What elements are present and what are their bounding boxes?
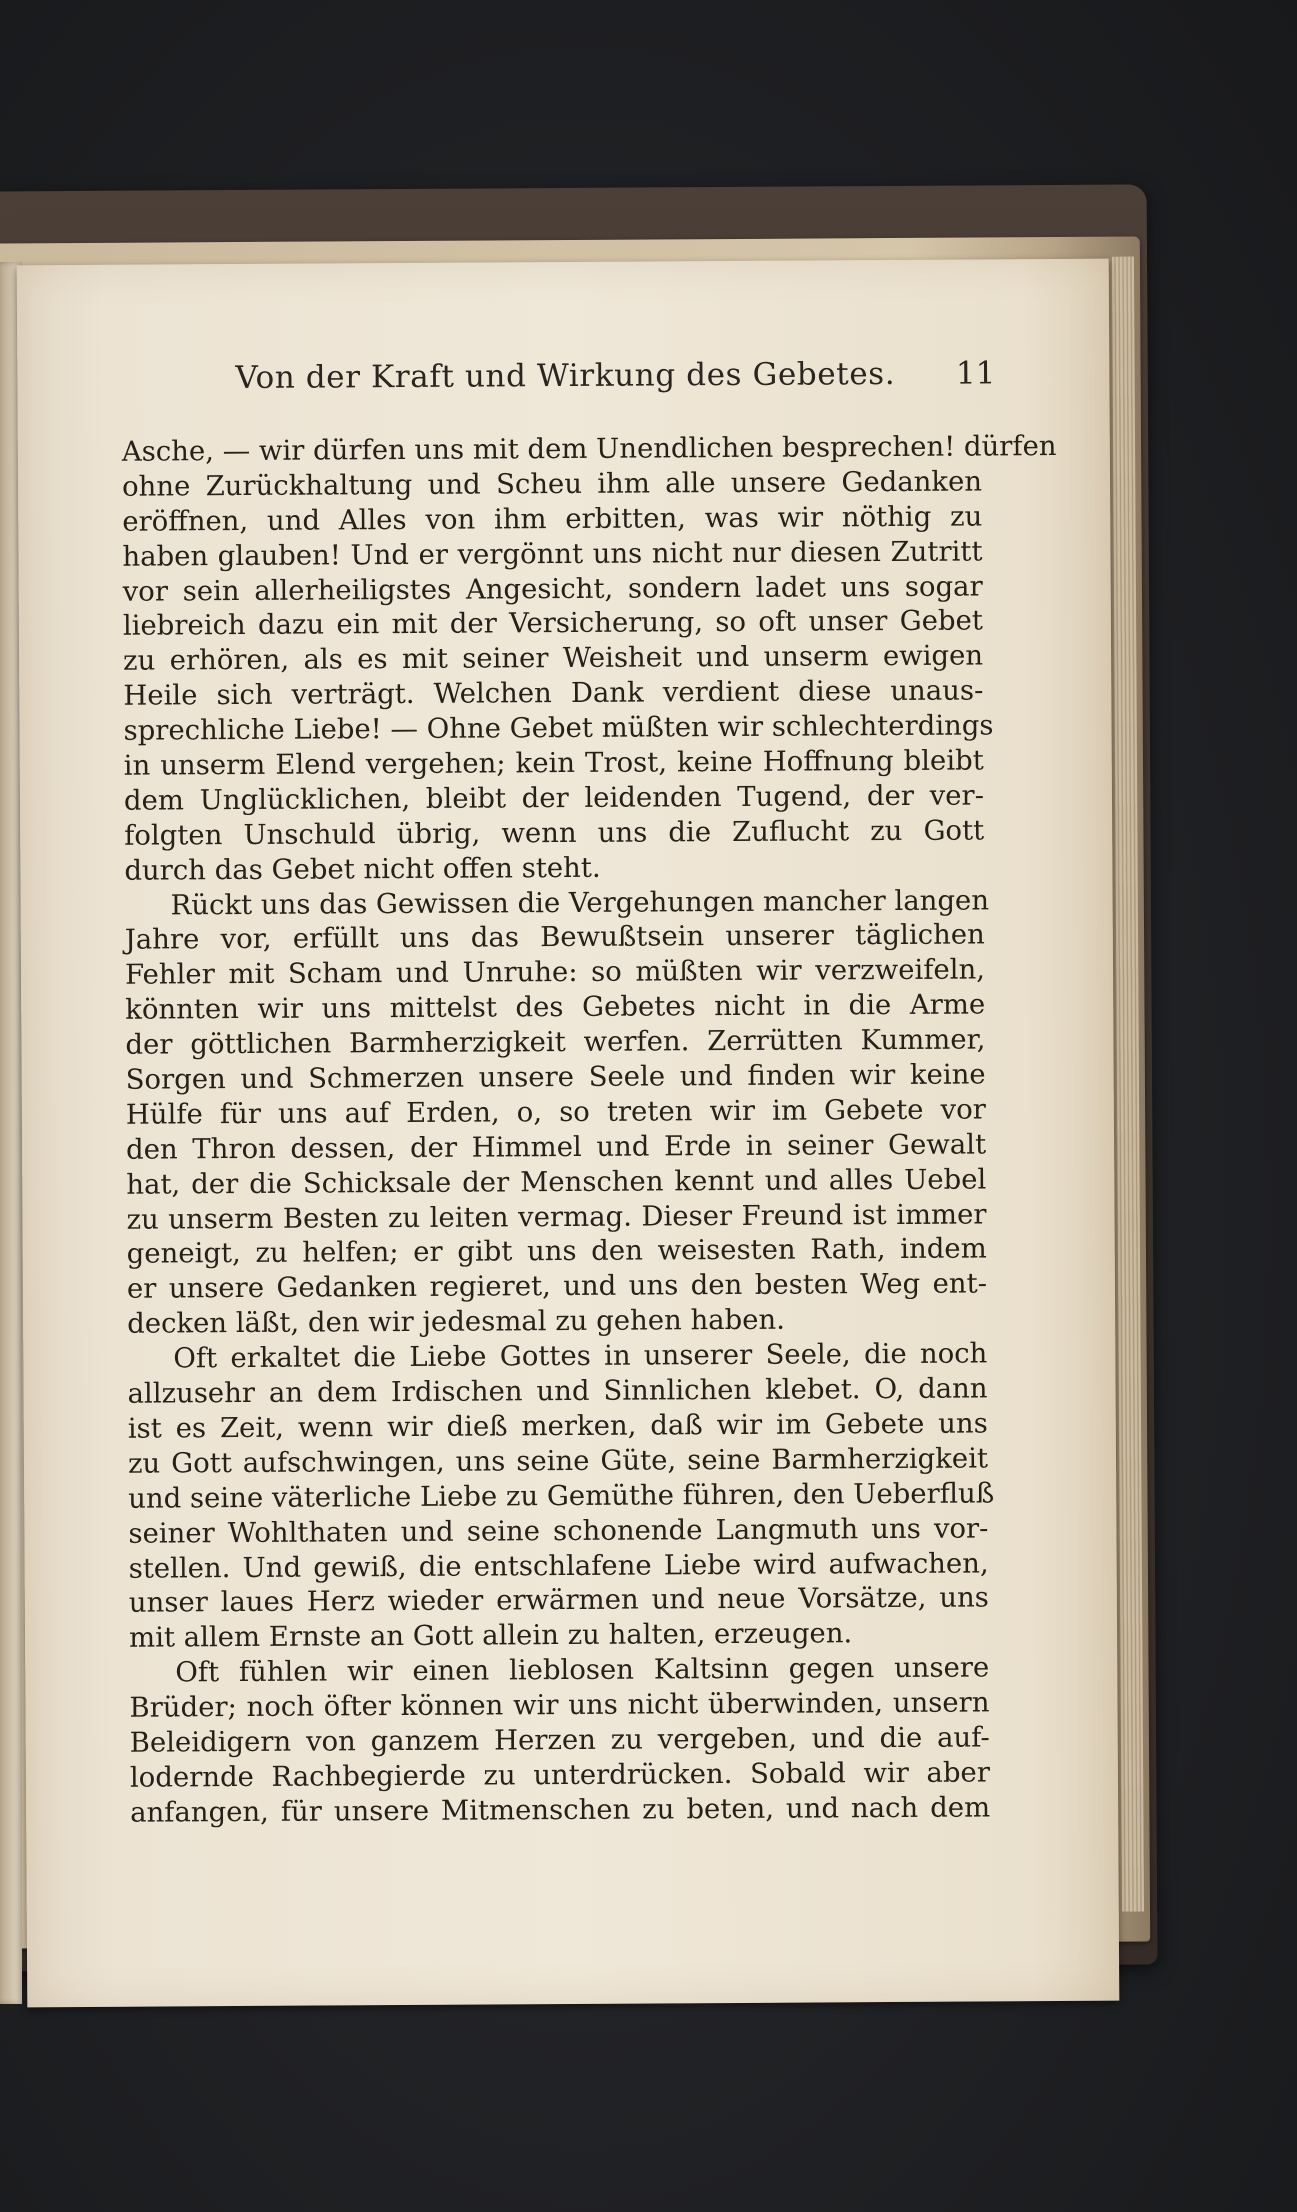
text-line: und seine väterliche Liebe zu Gemüthe führen, den Ueberfluß <box>128 1477 995 1515</box>
running-head <box>235 355 995 410</box>
text-line: durch das Gebet nicht offen steht. <box>124 851 601 887</box>
text-line: unser laues Herz wieder erwärmen und neue Vorsätze, uns <box>128 1581 989 1620</box>
text-line: ohne Zurückhaltung und Scheu ihm alle unsere Gedanken <box>121 465 983 503</box>
text-line: Oft fühlen wir einen lieblosen Kaltsinn gegen unsere <box>175 1651 990 1689</box>
text-line: in unserm Elend vergehen; kein Trost, keine Hoffnung bleibt <box>123 744 984 782</box>
text-line: ist es Zeit, wenn wir dieß merken, daß wir im Gebete uns <box>127 1407 988 1445</box>
text-line: Jahre vor, erfüllt uns das Bewußtsein unserer täglichen <box>124 918 985 957</box>
text-line: zu unserm Besten zu leiten vermag. Dieser Freund ist immer <box>126 1198 987 1236</box>
text-line: Fehler mit Scham und Unruhe: so müßten wir verzweifeln, <box>124 953 986 992</box>
text-line: stellen. Und gewiß, die entschlafene Liebe wird aufwachen, <box>128 1546 989 1585</box>
text-line: könnten wir uns mittelst des Gebetes nicht in die Arme <box>125 988 986 1026</box>
body-text <box>121 429 1057 1830</box>
text-line: anfangen, für unsere Mitmenschen zu beten, und nach dem <box>130 1791 991 1829</box>
text-line: Asche, — wir dürfen uns mit dem Unendlichen besprechen! dürfen <box>121 430 1057 468</box>
text-line: liebreich dazu ein mit der Versicherung, so oft unser Gebet <box>122 604 983 643</box>
text-line: Rückt uns das Gewissen die Vergehungen mancher langen <box>170 884 990 922</box>
text-line: vor sein allerheiligstes Angesicht, sondern ladet uns sogar <box>122 570 983 608</box>
text-line: Heile sich verträgt. Welchen Dank verdient diese unaus- <box>123 674 984 712</box>
page-number: 11 <box>955 355 996 392</box>
text-line: decken läßt, den wir jedesmal zu gehen haben. <box>127 1303 786 1340</box>
text-line: hat, der die Schicksale der Menschen kennt und alles Uebel <box>126 1163 987 1201</box>
text-line: allzusehr an dem Irdischen und Sinnlichen klebet. O, dann <box>127 1372 988 1410</box>
text-line: dem Unglücklichen, bleibt der leidenden Tugend, der ver- <box>123 779 985 817</box>
text-line: Hülfe für uns auf Erden, o, so treten wir im Gebete vor <box>125 1093 986 1131</box>
text-line: den Thron dessen, der Himmel und Erde in seiner Gewalt <box>125 1128 987 1166</box>
text-line: haben glauben! Und er vergönnt uns nicht nur diesen Zutritt <box>122 535 983 573</box>
text-line: der göttlichen Barmherzigkeit werfen. Zerrütten Kummer, <box>125 1023 986 1061</box>
text-line: Oft erkaltet die Liebe Gottes in unserer Seele, die noch <box>173 1337 988 1375</box>
text-line: sprechliche Liebe! — Ohne Gebet müßten wir schlechterdings <box>123 709 994 747</box>
text-line: Sorgen und Schmerzen unsere Seele und finden wir keine <box>125 1058 986 1096</box>
text-line: seiner Wohlthaten und seine schonende Langmuth uns vor- <box>128 1512 989 1550</box>
text-line: mit allem Ernste an Gott allein zu halten, erzeugen. <box>128 1617 853 1654</box>
running-head-title: Von der Kraft und Wirkung des Gebetes. <box>235 355 896 397</box>
text-line: Brüder; noch öfter können wir uns nicht überwinden, unsern <box>129 1686 990 1724</box>
text-line: er unsere Gedanken regieret, und uns den besten Weg ent- <box>126 1267 988 1306</box>
text-line: zu Gott aufschwingen, uns seine Güte, seine Barmherzigkeit <box>127 1442 989 1480</box>
text-line: geneigt, zu helfen; er gibt uns den weisesten Rath, indem <box>126 1232 987 1271</box>
text-line: folgten Unschuld übrig, wenn uns die Zuflucht zu Gott <box>124 814 985 852</box>
text-line: lodernde Rachbegierde zu unterdrücken. Sobald wir aber <box>129 1756 991 1794</box>
text-line: eröffnen, und Alles von ihm erbitten, was wir nöthig zu <box>122 500 983 538</box>
book-page <box>17 259 1120 2008</box>
text-line: zu erhören, als es mit seiner Weisheit und unserm ewigen <box>123 639 984 678</box>
text-line: Beleidigern von ganzem Herzen zu vergeben, und die auf- <box>129 1721 990 1759</box>
